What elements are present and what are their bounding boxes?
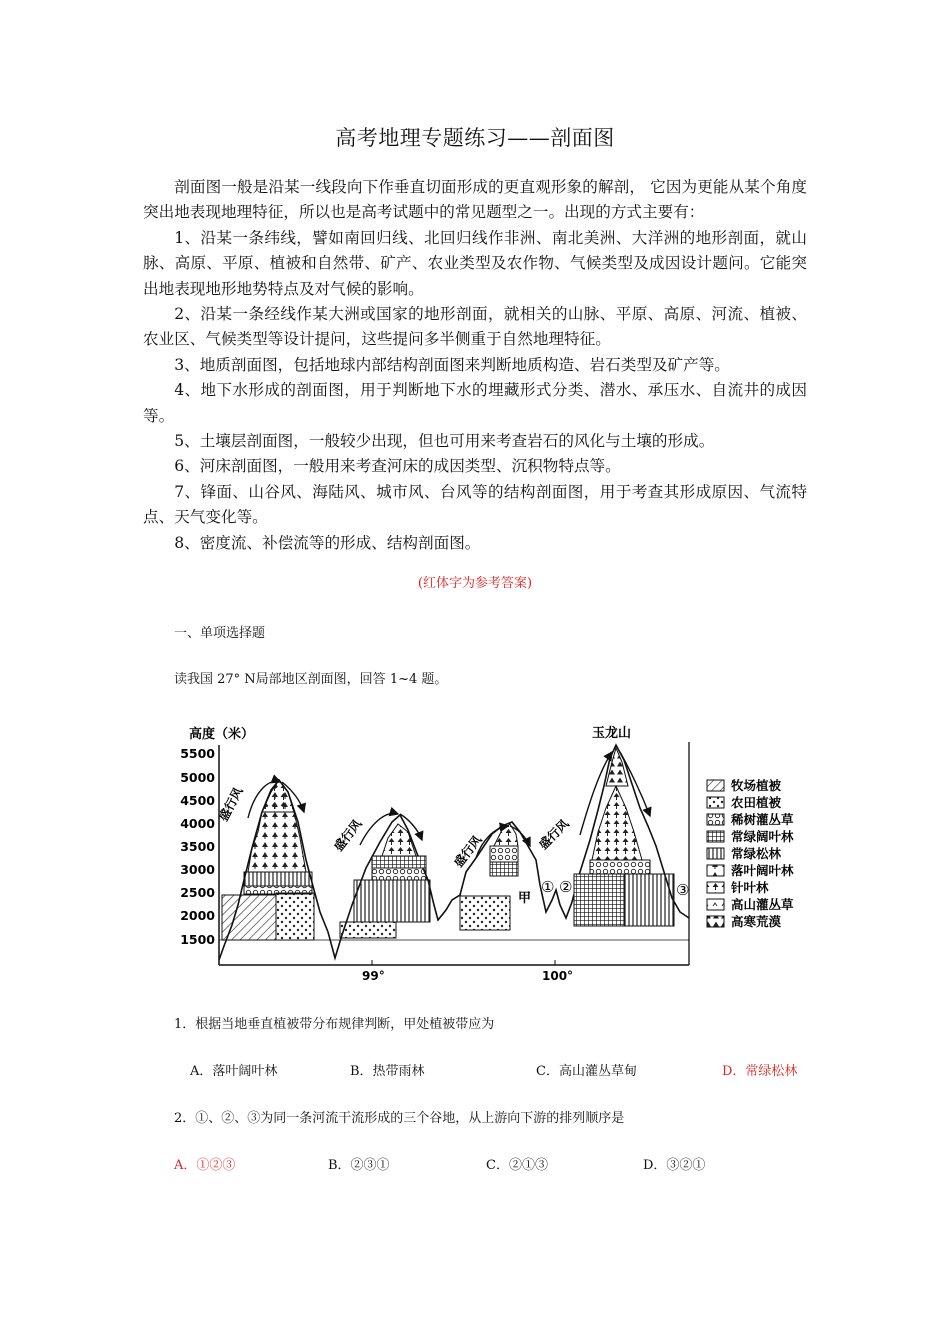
intro-body: [143, 175, 807, 556]
legend-entry: 稀树灌丛草: [731, 812, 794, 827]
legend-entry: 常绿阔叶林: [731, 829, 794, 844]
document-title: 高考地理专题练习——剖面图: [335, 126, 615, 150]
y-tick: 4500: [180, 793, 215, 808]
legend-entry: 高山灌丛草: [731, 897, 794, 912]
valley-label: ①: [541, 878, 555, 896]
legend-entry: 落叶阔叶林: [731, 863, 794, 878]
wind-label: 盛行风: [536, 816, 572, 853]
reading-prompt: 读我国 27° N局部地区剖面图，回答 1~4 题。: [174, 672, 448, 687]
y-tick: 2000: [180, 908, 215, 923]
list-item: 7、锋面、山谷风、海陆风、城市风、台风等的结构剖面图，用于考查其形成原因、气流特点、天气变化等。: [143, 482, 807, 527]
y-tick: 3000: [180, 862, 215, 877]
wind-label: 盛行风: [216, 785, 246, 824]
wind-label: 盛行风: [451, 832, 485, 870]
list-item: 5、土壤层剖面图，一般较少出现，但也可用来考查岩石的风化与土壤的形成。: [174, 432, 715, 451]
x-tick: 99°: [362, 969, 385, 983]
option-d-answer: D．常绿松林: [722, 1064, 798, 1079]
x-tick: 100°: [542, 969, 574, 983]
option-d: D．③②①: [643, 1158, 706, 1173]
legend-entry: 牧场植被: [731, 778, 782, 793]
place-label: 甲: [518, 891, 532, 906]
option-b: B．热带雨林: [350, 1064, 425, 1079]
y-tick: 1500: [180, 932, 215, 947]
section-heading: 一、单项选择题: [174, 626, 266, 641]
option-c: C．②①③: [486, 1158, 548, 1173]
y-tick: 5500: [180, 746, 215, 761]
list-item: 2、沿某一条经线作某大洲或国家的地形剖面，就相关的山脉、平原、高原、河流、植被、农业区、气候类型等设计提问，这些提问多半侧重于自然地理特征。: [143, 305, 807, 349]
list-item: 3、地质剖面图，包括地球内部结构剖面图来判断地质构造、岩石类型及矿产等。: [174, 355, 730, 374]
y-axis-title: 高度（米）: [189, 727, 255, 742]
y-tick: 4000: [180, 816, 215, 831]
y-tick: 5000: [180, 770, 215, 785]
option-c: C．高山灌丛草甸: [536, 1064, 637, 1079]
peak-label: 玉龙山: [592, 726, 632, 741]
valley-label: ②: [559, 878, 573, 896]
option-b: B．②③①: [328, 1158, 390, 1173]
answer-note: (红体字为参考答案): [417, 576, 533, 591]
list-item: 4、地下水形成的剖面图，用于判断地下水的埋藏形式分类、潜水、承压水、自流井的成因等。: [143, 381, 807, 425]
list-item: 6、河床剖面图，一般用来考查河床的成因类型、沉积物特点等。: [174, 457, 621, 476]
y-tick: 2500: [180, 885, 215, 900]
question-stem: 1．根据当地垂直植被带分布规律判断，甲处植被带应为: [174, 1017, 495, 1032]
question-stem: 2．①、②、③为同一条河流干流形成的三个谷地，从上游向下游的排列顺序是: [174, 1111, 625, 1126]
y-tick: 3500: [180, 839, 215, 854]
legend-entry: 高寒荒漠: [731, 914, 782, 929]
option-a-answer: A．①②③: [174, 1158, 236, 1173]
list-item: 1、沿某一条纬线，譬如南回归线、北回归线作非洲、南北美洲、大洋洲的地形剖面，就山脉、高原、平原、植被和自然带、矿产、农业类型及农作物、气候类型及成因设计题问。它能突出地表现地形地势特点及对气候的影响。: [143, 228, 807, 298]
wind-label: 盛行风: [331, 816, 365, 854]
legend-entry: 针叶林: [731, 880, 769, 895]
option-a: A．落叶阔叶林: [190, 1064, 278, 1079]
legend-entry: 农田植被: [731, 795, 782, 810]
list-item: 8、密度流、补偿流等的形成、结构剖面图。: [174, 533, 481, 552]
valley-label: ③: [676, 881, 690, 899]
legend-entry: 常绿松林: [731, 846, 782, 861]
intro-paragraph: 剖面图一般是沿某一线段向下作垂直切面形成的更直观形象的解剖， 它因为更能从某个角度突出地表现地理特征，所以也是高考试题中的常见题型之一。出现的方式主要有：: [143, 178, 807, 222]
